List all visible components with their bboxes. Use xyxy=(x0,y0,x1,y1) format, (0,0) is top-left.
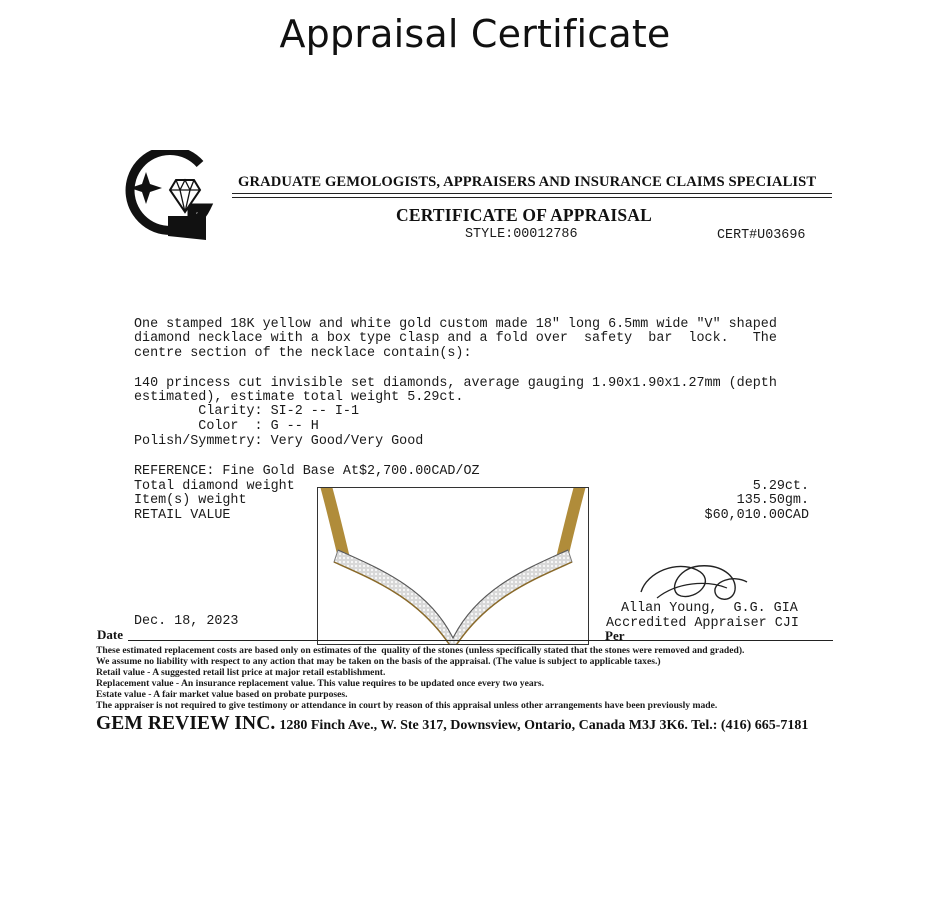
fine-print-line: Retail value - A suggested retail list price at major retail establishment. xyxy=(96,667,386,679)
total-label: Item(s) weight xyxy=(134,493,247,508)
signature-rule xyxy=(128,640,833,641)
necklace-photo xyxy=(317,487,589,645)
total-value: 5.29ct. xyxy=(752,479,809,494)
date-label: Date xyxy=(97,627,123,642)
polish-symmetry-line: Polish/Symmetry: Very Good/Very Good xyxy=(134,434,424,449)
company-address: 1280 Finch Ave., W. Ste 317, Downsview, Ontario, Canada M3J 3K6. Tel.: (416) 665-7181 xyxy=(279,718,809,733)
fine-print-line: We assume no liability with respect to any action that may be taken on the basis of the appraisal. (The value is subject to applicable taxes.) xyxy=(96,656,661,668)
fine-print-line: Replacement value - An insurance replacement value. This value requires to be updated once every two years. xyxy=(96,678,545,690)
certificate-number: CERT#U03696 xyxy=(717,228,806,243)
company-footer xyxy=(96,713,808,735)
total-label: RETAIL VALUE xyxy=(134,508,231,523)
fine-print-line: The appraiser is not required to give testimony or attendance in court by reason of this appraisal unless other arrangements have been previously made. xyxy=(96,700,718,712)
appraiser-name: Allan Young, G.G. GIA xyxy=(621,601,798,616)
gem-logo-icon xyxy=(122,150,214,242)
certificate-header: GRADUATE GEMOLOGISTS, APPRAISERS AND INSURANCE CLAIMS SPECIALIST xyxy=(238,174,817,190)
description-line: One stamped 18K yellow and white gold custom made 18" long 6.5mm wide "V" shaped xyxy=(134,317,777,332)
total-label: Total diamond weight xyxy=(134,479,295,494)
appraiser-title: Accredited Appraiser CJI xyxy=(606,616,799,631)
description-line: centre section of the necklace contain(s): xyxy=(134,346,472,361)
clarity-line: Clarity: SI-2 -- I-1 xyxy=(134,404,359,419)
reference-line: REFERENCE: Fine Gold Base At$2,700.00CAD/OZ xyxy=(134,464,480,479)
page-title: Appraisal Certificate xyxy=(279,12,671,56)
certificate-title: CERTIFICATE OF APPRAISAL xyxy=(396,205,653,225)
stone-detail-line: estimated), estimate total weight 5.29ct. xyxy=(134,390,464,405)
style-number: STYLE:00012786 xyxy=(465,227,578,242)
company-name: GEM REVIEW INC. xyxy=(96,713,276,734)
fine-print-line: Estate value - A fair market value based on probate purposes. xyxy=(96,689,348,701)
per-label: Per xyxy=(605,628,625,643)
header-rule-thin xyxy=(232,197,832,198)
fine-print-line: These estimated replacement costs are based only on estimates of the quality of the stones (unless specifically stated that the stones were removed and graded). xyxy=(96,645,745,656)
description-line: diamond necklace with a box type clasp and a fold over safety bar lock. The xyxy=(134,331,777,346)
appraisal-date: Dec. 18, 2023 xyxy=(134,614,239,629)
retail-value: $60,010.00CAD xyxy=(704,508,809,523)
color-line: Color : G -- H xyxy=(134,419,319,434)
header-rule xyxy=(232,193,832,194)
fine-print xyxy=(96,645,744,712)
stone-detail-line: 140 princess cut invisible set diamonds, average gauging 1.90x1.90x1.27mm (depth xyxy=(134,376,777,391)
total-value: 135.50gm. xyxy=(736,493,809,508)
